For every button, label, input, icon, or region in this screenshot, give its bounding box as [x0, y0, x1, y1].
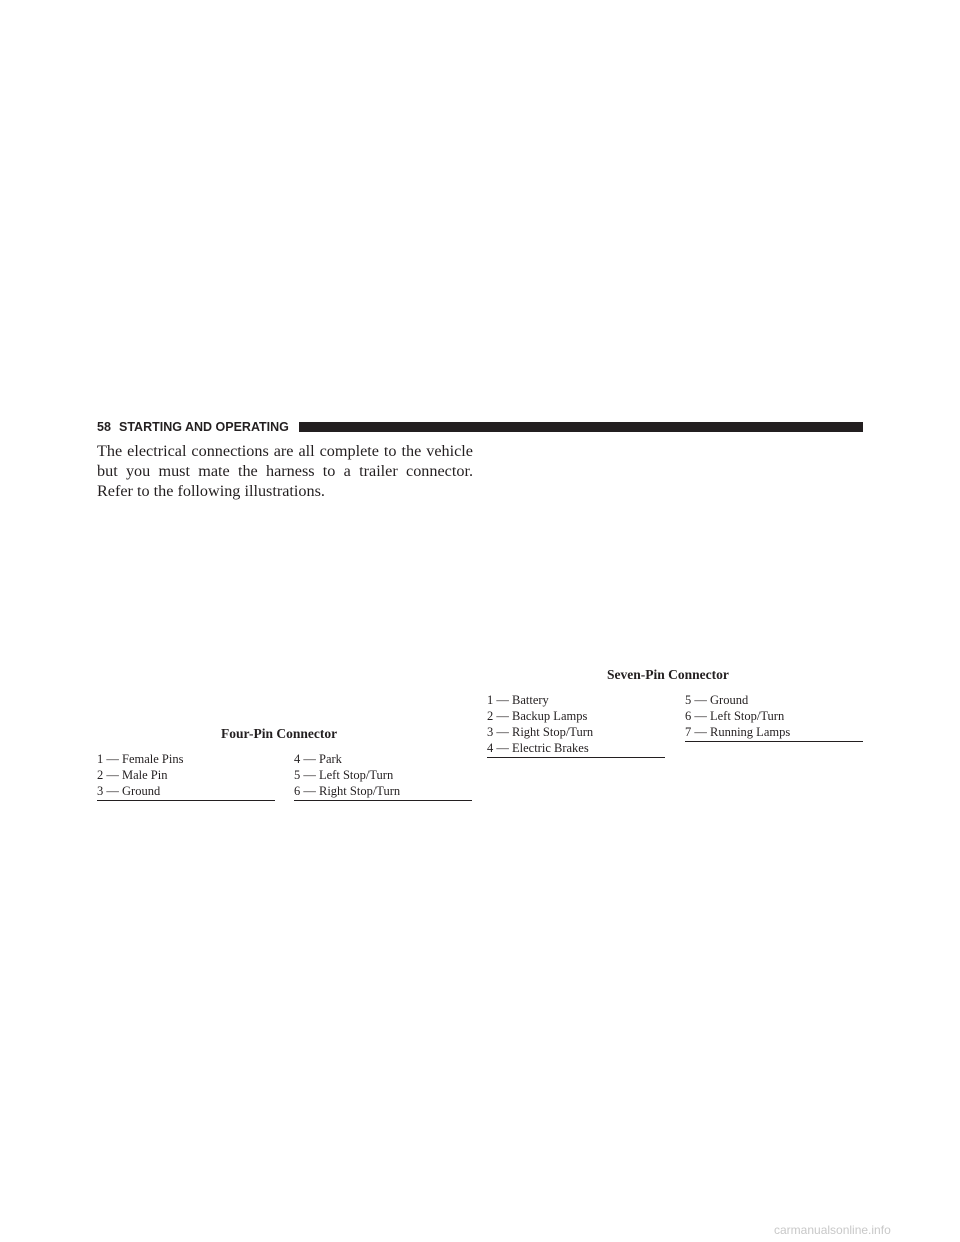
- intro-paragraph: [97, 441, 473, 501]
- page-header: [97, 419, 863, 435]
- seven-pin-caption-title: Seven-Pin Connector: [607, 667, 729, 682]
- legend-item: 1 — Battery: [487, 693, 549, 707]
- legend-item: 3 — Right Stop/Turn: [487, 725, 594, 739]
- legend-item: 6 — Right Stop/Turn: [294, 784, 401, 798]
- header-rule: [299, 422, 863, 432]
- legend-item: 1 — Female Pins: [97, 752, 184, 766]
- legend-item: 4 — Park: [294, 752, 342, 766]
- four-pin-caption-title: Four-Pin Connector: [221, 726, 338, 741]
- legend-item: 3 — Ground: [97, 784, 161, 798]
- four-pin-legend-right: [294, 751, 472, 801]
- legend-item: 7 — Running Lamps: [685, 725, 791, 739]
- legend-item: 6 — Left Stop/Turn: [685, 709, 785, 723]
- legend-item: 2 — Backup Lamps: [487, 709, 588, 723]
- page-number: 58: [97, 420, 111, 434]
- intro-line: Refer to the following illustrations.: [97, 482, 325, 500]
- intro-line: but you must mate the harness to a trailer connector.: [97, 462, 473, 480]
- legend-item: 2 — Male Pin: [97, 768, 168, 782]
- seven-pin-legend-right: [685, 692, 863, 742]
- legend-item: 4 — Electric Brakes: [487, 741, 589, 755]
- legend-item: 5 — Ground: [685, 693, 749, 707]
- intro-line: The electrical connections are all complete to the vehicle: [97, 442, 473, 460]
- seven-pin-legend-left: [487, 692, 665, 758]
- section-title: STARTING AND OPERATING: [119, 420, 289, 434]
- four-pin-legend-left: [97, 751, 275, 801]
- legend-item: 5 — Left Stop/Turn: [294, 768, 394, 782]
- watermark: carmanualsonline.info: [774, 1223, 891, 1237]
